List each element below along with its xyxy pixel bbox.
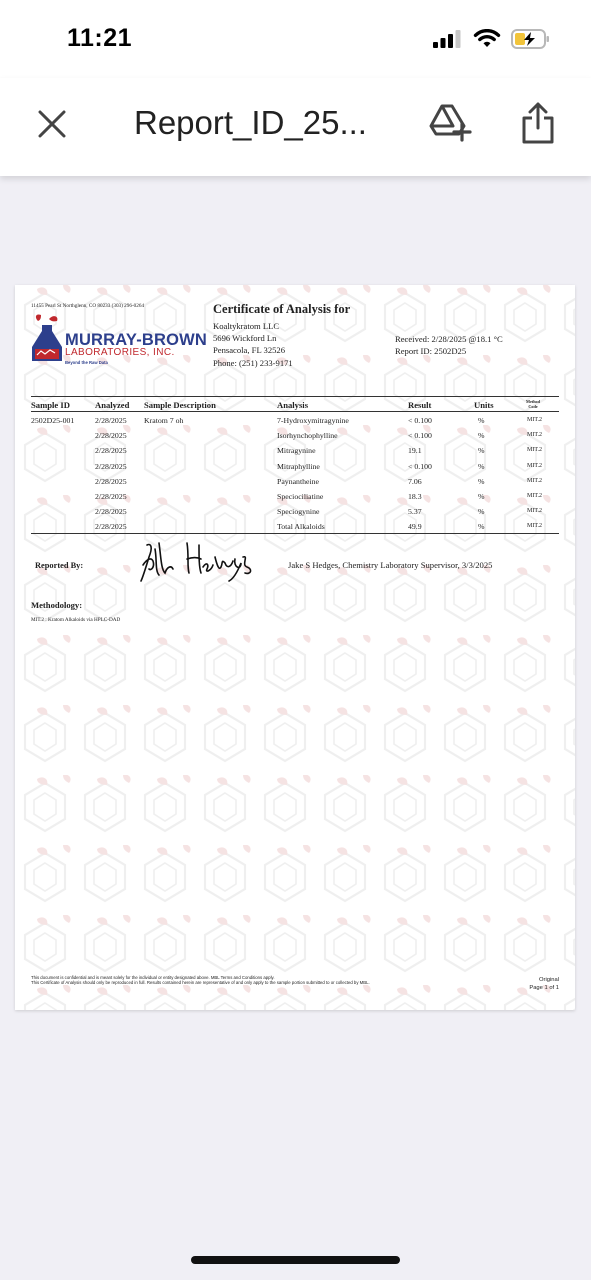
client-name: Koaltykratom LLC (213, 321, 280, 331)
report-id: Report ID: 2502D25 (395, 346, 467, 357)
reporter-name: Jake S Hedges, Chemistry Laboratory Supervisor, 3/3/2025 (288, 560, 493, 570)
cell-analyzed: 2/28/2025 (95, 522, 127, 532)
table-header-rule (31, 411, 559, 412)
cell-analyzed: 2/28/2025 (95, 446, 127, 456)
cell-result: < 0.100 (408, 416, 432, 425)
col-header-analyzed: Analyzed (95, 400, 130, 410)
certificate-title: Certificate of Analysis for (213, 302, 351, 316)
table-row (15, 507, 575, 522)
table-top-rule (31, 396, 559, 397)
table-row (15, 462, 575, 477)
col-header-units: Units (474, 400, 494, 410)
cell-analyzed: 2/28/2025 (95, 507, 127, 517)
cell-analysis: Mitraphylline (277, 461, 320, 471)
cell-analyzed: 2/28/2025 (95, 492, 127, 501)
status-bar (0, 0, 591, 78)
document-page[interactable] (15, 285, 575, 1010)
col-header-result: Result (408, 400, 432, 410)
table-row (15, 522, 575, 537)
cell-analyzed: 2/28/2025 (95, 431, 127, 441)
cell-analyzed: 2/28/2025 (95, 476, 127, 486)
col-header-method-code (526, 399, 540, 409)
cell-result: < 0.100 (408, 461, 432, 471)
cell-sample-id: 2502D25-001 (31, 416, 75, 425)
cell-method-code: MIT.2 (527, 417, 543, 423)
cell-units: % (478, 476, 485, 486)
client-street: 5696 Wickford Ln (213, 333, 277, 344)
wifi-icon (473, 29, 501, 49)
signature-image (137, 537, 257, 587)
cell-method-code: MIT.2 (527, 432, 543, 439)
cell-analyzed: 2/28/2025 (95, 461, 127, 471)
murray-brown-logo (29, 313, 219, 369)
received-date: Received: 2/28/2025 @18.1 °C (395, 334, 503, 344)
disclaimer-footer (31, 975, 370, 986)
table-row (15, 477, 575, 492)
table-row (15, 492, 575, 507)
method-header-line2: Code (528, 404, 538, 409)
client-city: Pensacola, FL 32526 (213, 345, 286, 356)
cell-analyzed: 2/28/2025 (95, 416, 127, 425)
table-row (15, 431, 575, 446)
cell-result: 19.1 (408, 446, 422, 456)
cell-units: % (478, 446, 485, 456)
table-row (15, 416, 575, 431)
lab-address: 11455 Pearl St Northglenn, CO 80233 (303) 296-0264 (31, 303, 145, 309)
logo-sub: LABORATORIES, INC. (65, 347, 175, 358)
cell-method-code: MIT.2 (527, 523, 543, 530)
cell-method-code: MIT.2 (527, 447, 543, 454)
flask-logo-icon (29, 313, 65, 365)
cell-analysis: Speciogynine (277, 507, 320, 517)
page-number: Page 1 of 1 (529, 984, 559, 991)
cell-analysis: Speciociliatine (277, 492, 324, 501)
cell-result: 5.37 (408, 507, 422, 517)
status-icons (433, 28, 551, 50)
col-header-sample-id: Sample ID (31, 400, 70, 410)
cell-method-code: MIT.2 (527, 508, 543, 515)
watermark-pattern (15, 285, 575, 1010)
document-toolbar (0, 78, 591, 176)
client-phone: Phone: (251) 233-9171 (213, 357, 293, 368)
battery-charging-icon (511, 28, 551, 50)
col-header-description: Sample Description (144, 400, 216, 410)
logo-name: MURRAY-BROWN (65, 331, 208, 349)
cell-description: Kratom 7 oh (144, 416, 184, 425)
original-label: Original (539, 977, 559, 983)
cell-units: % (478, 492, 485, 501)
cell-method-code: MIT.2 (527, 477, 543, 484)
col-header-analysis: Analysis (277, 400, 309, 410)
cell-analysis: Total Alkaloids (277, 522, 325, 532)
cell-method-code: MIT.2 (527, 493, 543, 499)
disclaimer-line-2: This Certificate of Analysis should only be reproduced in full. Results contained herein are representative of and only apply to the sample portion submitted to or collected by MBL. (31, 980, 370, 986)
cell-result: < 0.100 (408, 431, 432, 441)
table-row (15, 446, 575, 461)
cell-analysis: 7-Hydroxymitragynine (277, 416, 349, 425)
home-indicator[interactable] (191, 1256, 400, 1264)
cell-result: 7.06 (408, 476, 422, 486)
cell-result: 18.3 (408, 492, 422, 501)
receipt-info (395, 333, 503, 357)
cell-units: % (478, 431, 485, 441)
cell-units: % (478, 461, 485, 471)
status-time: 11:21 (67, 24, 133, 52)
cellular-signal-icon (433, 30, 463, 48)
cell-units: % (478, 416, 485, 425)
client-info (213, 320, 293, 369)
cell-analysis: Paynantheine (277, 476, 320, 486)
add-to-drive-icon[interactable] (428, 102, 472, 142)
table-bottom-rule (31, 533, 559, 534)
cell-result: 49.9 (408, 522, 422, 532)
methodology-label: Methodology: (31, 600, 83, 610)
logo-tagline: Beyond the Raw Data (65, 360, 108, 365)
close-icon[interactable] (36, 108, 68, 140)
methodology-line: MIT.2 : Kratom Alkaloids via HPLC-DAD (31, 617, 121, 623)
cell-method-code: MIT.2 (527, 462, 543, 469)
cell-units: % (478, 522, 485, 532)
disclaimer-line-1: This document is confidential and is meant solely for the individual or entity designated above. MBL Terms and Conditions apply. (31, 975, 275, 980)
cell-units: % (478, 507, 485, 517)
cell-analysis: Mitragynine (277, 446, 316, 456)
share-icon[interactable] (520, 102, 556, 146)
document-title: Report_ID_25... (134, 104, 367, 141)
cell-analysis: Isorhynchophylline (277, 431, 338, 441)
method-header-line1: Method (526, 399, 540, 404)
page-info (529, 977, 559, 992)
reported-by-label: Reported By: (35, 561, 84, 570)
